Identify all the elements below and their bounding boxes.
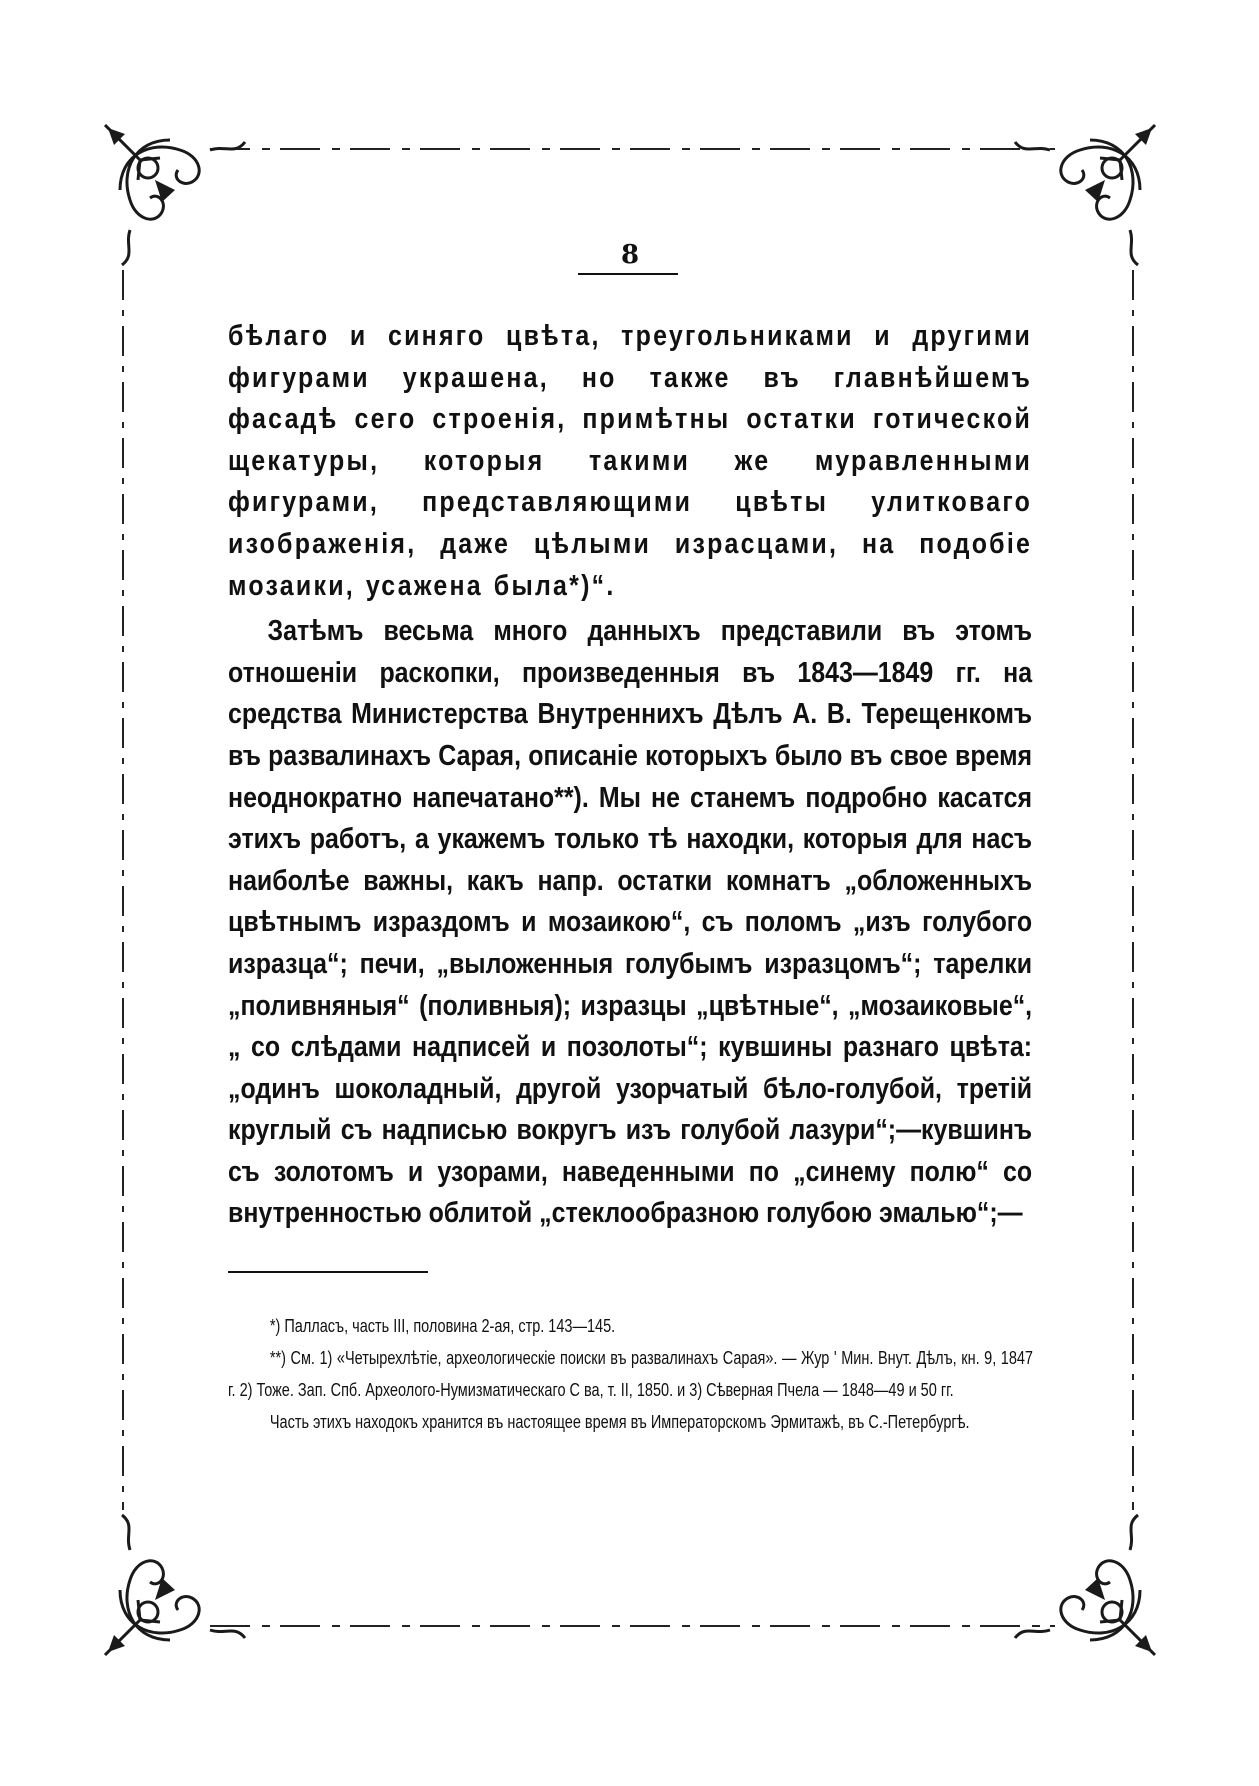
body-text — [228, 316, 1032, 1235]
footnote-1: *) Палласъ, часть III, половина 2-ая, стр. 143—145. — [269, 1316, 616, 1336]
footnote-separator — [228, 1271, 428, 1273]
corner-ornament-top-right — [1010, 120, 1160, 270]
paragraph-excavations: Затѣмъ весьма много данныхъ представили въ этомъ отношеніи раскопки, произведенныя въ 1843—1849 гг. на средства Министерства Внутреннихъ Дѣлъ А. В. Терещенкомъ въ развалинахъ Сарая, описаніе которыхъ было въ свое время неоднократно напечатано**). Мы не станемъ подробно касатся этихъ работъ, а укажемъ только тѣ находки, которыя для насъ наиболѣе важны, какъ напр. остатки комнатъ „обложенныхъ цвѣтнымъ израздомъ и мозаикою“, съ поломъ „изъ голубого изразца“; печи, „выложенныя голубымъ изразцомъ“; тарелки „поливняныя“ (поливныя); изразцы „цвѣтные“, „мозаиковые“, „ со слѣдами надписей и позолоты“; кувшины разнаго цвѣта: „одинъ шоколадный, другой узорчатый бѣло-голубой, третій круглый съ надписью вокругъ изъ голубой лазури“;—кувшинъ съ золотомъ и узорами, наведенными по „синему полю“ со внутренностью облитой „стеклообразною голубою эмалью“;— — [228, 615, 1033, 1230]
frame-right-border — [1132, 270, 1134, 1510]
footnote-2: **) См. 1) «Четырехлѣтіе, археологическіе поиски въ развалинахъ Сарая». — Жур ' Мин. Внут. Дѣлъ, кн. 9, 1847 г. 2) Тоже. Зап. Спб. Археолого-Нумизматическаго С ва, т. II, 1850. и 3) Сѣверная Пчела — 1848—49 и 50 гг. — [228, 1348, 1033, 1400]
page-number: 8 — [620, 240, 640, 270]
footnote-3: Часть этихъ находокъ хранится въ настоящее время въ Императорскомъ Эрмитажѣ, въ С.-Петербургѣ. — [269, 1412, 970, 1432]
frame-bottom-border — [210, 1625, 1055, 1627]
footnotes — [228, 1310, 1033, 1438]
corner-ornament-bottom-right — [1010, 1510, 1160, 1660]
page-number-rule — [578, 273, 678, 275]
frame-left-border — [122, 270, 124, 1510]
corner-ornament-bottom-left — [100, 1510, 250, 1660]
corner-ornament-top-left — [100, 120, 250, 270]
frame-top-border — [210, 148, 1055, 150]
paragraph-continuation: бѣлаго и синяго цвѣта, треугольниками и другими фигурами украшена, но также въ главнѣйшемъ фасадѣ сего строенія, примѣтны остатки готической щекатуры, которыя такими же муравленными фигурами, представляющими цвѣты улитковаго изображенія, даже цѣлыми израсцами, на подобіе мозаики, усажена была*)“. — [228, 320, 1033, 602]
